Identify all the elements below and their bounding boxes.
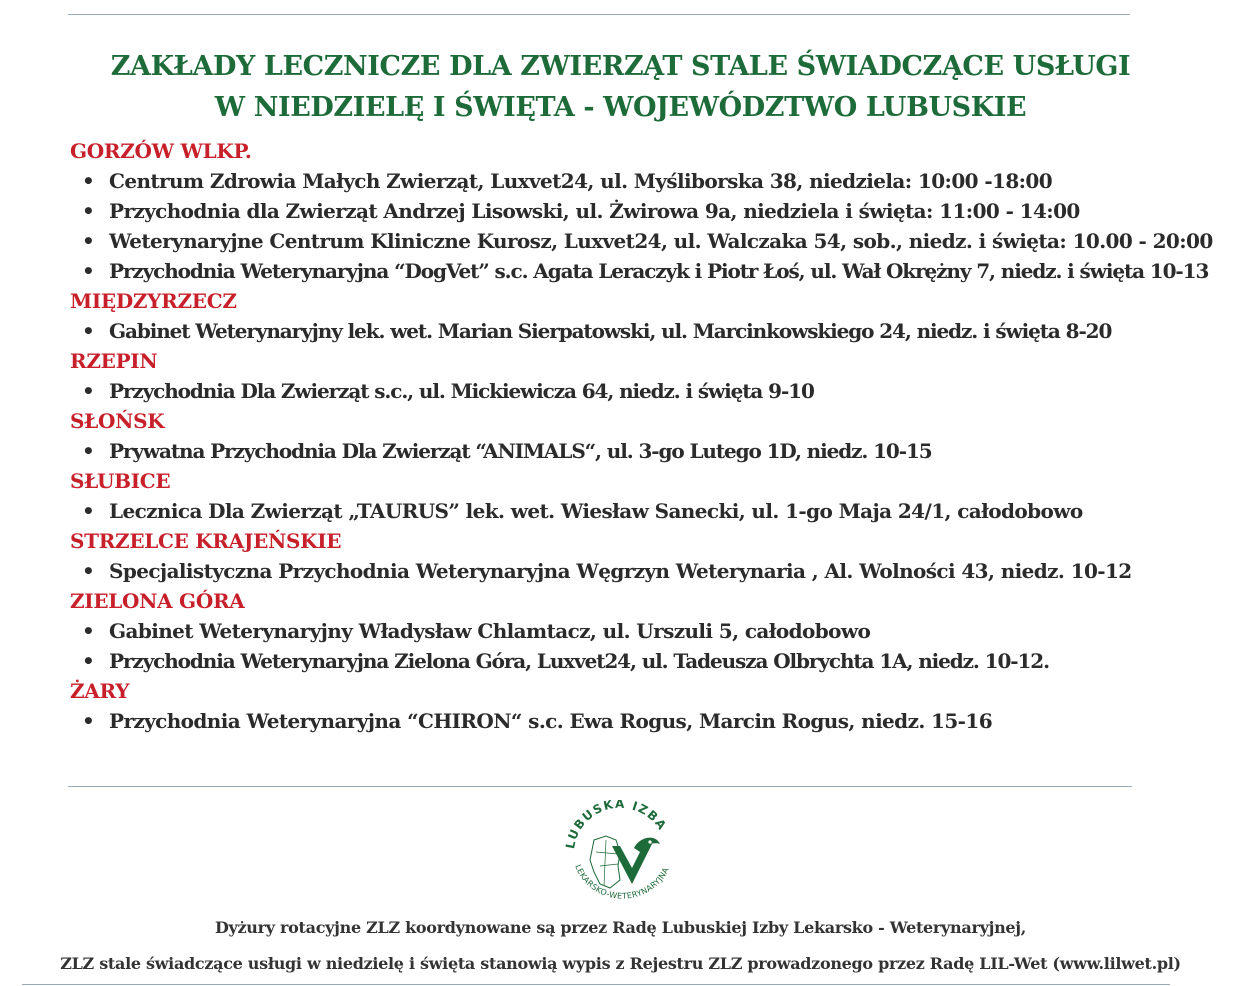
bottom-divider bbox=[22, 984, 1170, 985]
list-item: • Centrum Zdrowia Małych Zwierząt, Luxvet24, ul. Myśliborska 38, niedziela: 10:00 -18:00 bbox=[70, 166, 1230, 196]
svg-text:LEKARSKO-WETERYNARYJNA bbox=[573, 863, 671, 901]
title-line-2: W NIEDZIELĘ I ŚWIĘTA - WOJEWÓDZTWO LUBUSKIE bbox=[214, 92, 1027, 123]
list-item: • Przychodnia Weterynaryjna “DogVet” s.c. Agata Leraczyk i Piotr Łoś, ul. Wał Okrężny 7, niedz. i święta 10-13 bbox=[70, 256, 1230, 286]
footer-note bbox=[0, 910, 1241, 982]
city-entries bbox=[70, 166, 1230, 286]
list-item: • Przychodnia Dla Zwierząt s.c., ul. Mickiewicza 64, niedz. i święta 9-10 bbox=[70, 376, 1230, 406]
city-heading: SŁUBICE bbox=[70, 469, 171, 493]
footer-line-1: Dyżury rotacyjne ZLZ koordynowane są przez Radę Lubuskiej Izby Lekarsko - Weterynaryjnej, bbox=[214, 918, 1027, 937]
city-entries bbox=[70, 496, 1230, 526]
list-item: • Specjalistyczna Przychodnia Weterynaryjna Węgrzyn Weterynaria , Al. Wolności 43, niedz. 10-12 bbox=[70, 556, 1230, 586]
city-entries bbox=[70, 436, 1230, 466]
list-item: • Przychodnia Weterynaryjna “CHIRON“ s.c. Ewa Rogus, Marcin Rogus, niedz. 15-16 bbox=[70, 706, 1230, 736]
city-entries bbox=[70, 376, 1230, 406]
city-heading: ŻARY bbox=[70, 679, 130, 703]
logo-text-bottom: LEKARSKO-WETERYNARYJNA bbox=[573, 863, 671, 901]
list-item: • Przychodnia dla Zwierząt Andrzej Lisowski, ul. Żwirowa 9a, niedziela i święta: 11:00 - 14:00 bbox=[70, 196, 1230, 226]
city-heading: RZEPIN bbox=[70, 349, 158, 373]
list-item: • Prywatna Przychodnia Dla Zwierząt “ANIMALS“, ul. 3-go Lutego 1D, niedz. 10-15 bbox=[70, 436, 1230, 466]
list-item: • Gabinet Weterynaryjny lek. wet. Marian Sierpatowski, ul. Marcinkowskiego 24, niedz. i święta 8-20 bbox=[70, 316, 1230, 346]
chamber-logo bbox=[560, 800, 684, 904]
city-heading: STRZELCE KRAJEŃSKIE bbox=[70, 529, 342, 553]
list-item: • Lecznica Dla Zwierząt „TAURUS” lek. wet. Wiesław Sanecki, ul. 1-go Maja 24/1, całodobowo bbox=[70, 496, 1230, 526]
clinic-list bbox=[70, 136, 1230, 736]
city-entries bbox=[70, 316, 1230, 346]
city-entries bbox=[70, 706, 1230, 736]
city-entries bbox=[70, 616, 1230, 676]
top-divider bbox=[68, 14, 1130, 15]
city-heading: ZIELONA GÓRA bbox=[70, 589, 245, 613]
city-heading: MIĘDZYRZECZ bbox=[70, 289, 237, 313]
logo-text-top: LUBUSKA IZBA bbox=[563, 800, 670, 850]
title-line-1: ZAKŁADY LECZNICZE DLA ZWIERZĄT STALE ŚWIADCZĄCE USŁUGI bbox=[110, 51, 1131, 82]
footer-divider bbox=[68, 786, 1132, 787]
list-item: • Gabinet Weterynaryjny Władysław Chlamtacz, ul. Urszuli 5, całodobowo bbox=[70, 616, 1230, 646]
city-entries bbox=[70, 556, 1230, 586]
list-item: • Weterynaryjne Centrum Kliniczne Kurosz, Luxvet24, ul. Walczaka 54, sob., niedz. i święta: 10.00 - 20:00 bbox=[70, 226, 1230, 256]
city-heading: SŁOŃSK bbox=[70, 409, 165, 433]
page-title bbox=[0, 46, 1241, 128]
footer-line-2: ZLZ stale świadczące usługi w niedzielę i święta stanowią wypis z Rejestru ZLZ prowadzonego przez Radę LIL-Wet (www.lilwet.pl) bbox=[60, 954, 1181, 973]
list-item: • Przychodnia Weterynaryjna Zielona Góra, Luxvet24, ul. Tadeusza Olbrychta 1A, niedz. 10-12. bbox=[70, 646, 1230, 676]
lubuskie-map-bird-logo-icon bbox=[560, 800, 684, 904]
city-heading: GORZÓW WLKP. bbox=[70, 139, 252, 163]
